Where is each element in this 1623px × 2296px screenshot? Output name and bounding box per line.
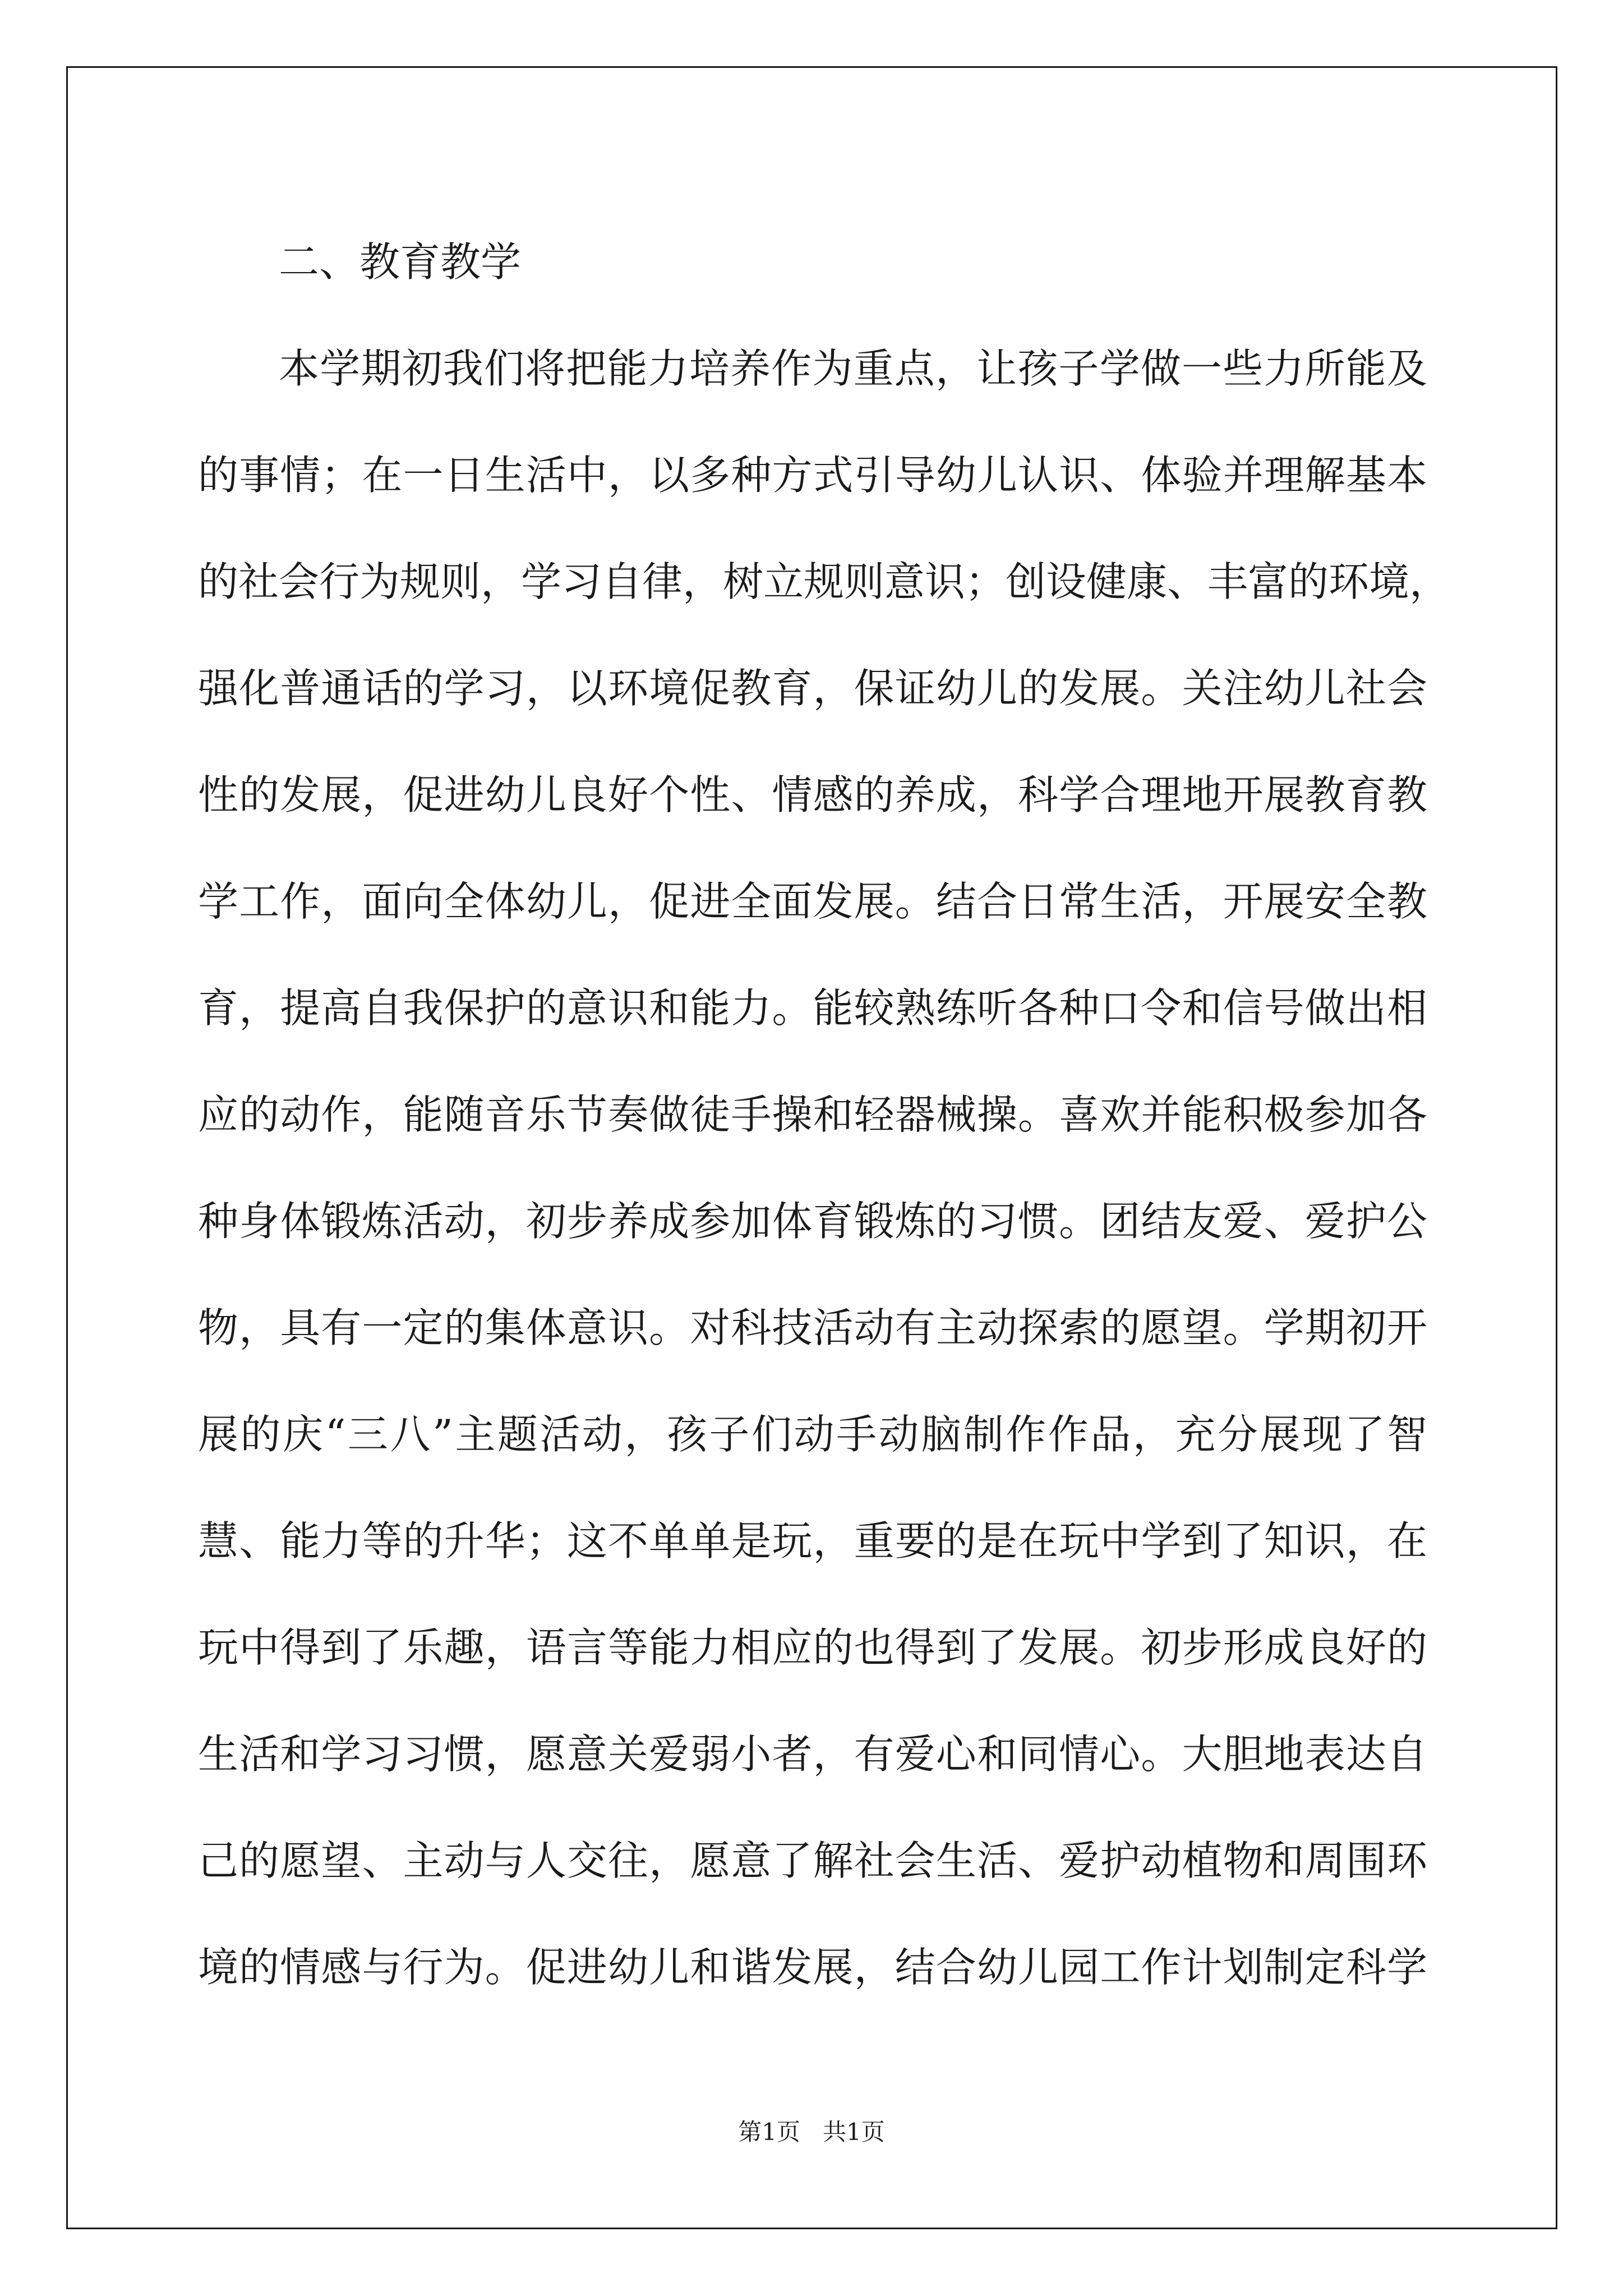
paragraph-line: 生活和学习习惯，愿意关爱弱小者，有爱心和同情心。大胆地表达自 <box>198 1731 1427 1778</box>
paragraph-line: 展的庆“三八”主题活动，孩子们动手动脑制作作品，充分展现了智 <box>198 1411 1427 1458</box>
paragraph-line: 育，提高自我保护的意识和能力。能较熟练听各种口令和信号做出相 <box>198 984 1427 1032</box>
paragraph-line: 性的发展，促进幼儿良好个性、情感的养成，科学合理地开展教育教 <box>198 771 1427 818</box>
paragraph-line: 慧、能力等的升华；这不单单是玩，重要的是在玩中学到了知识，在 <box>198 1517 1427 1565</box>
paragraph-line: 境的情感与行为。促进幼儿和谐发展，结合幼儿园工作计划制定科学 <box>198 1944 1427 1991</box>
section-heading: 二、教育教学 <box>279 238 522 286</box>
paragraph-line: 己的愿望、主动与人交往，愿意了解社会生活、爱护动植物和周围环 <box>198 1837 1427 1884</box>
paragraph-line: 种身体锻炼活动，初步养成参加体育锻炼的习惯。团结友爱、爱护公 <box>198 1198 1427 1245</box>
paragraph-line: 应的动作，能随音乐节奏做徒手操和轻器械操。喜欢并能积极参加各 <box>198 1091 1427 1138</box>
paragraph-line: 本学期初我们将把能力培养作为重点，让孩子学做一些力所能及 <box>279 345 1427 392</box>
page-number-footer: 第1页 共1页 <box>738 2118 885 2146</box>
paragraph-line: 玩中得到了乐趣，语言等能力相应的也得到了发展。初步形成良好的 <box>198 1624 1427 1671</box>
paragraph-line: 的社会行为规则，学习自律，树立规则意识；创设健康、丰富的环境， <box>198 558 1450 605</box>
paragraph-line: 的事情；在一日生活中，以多种方式引导幼儿认识、体验并理解基本 <box>198 452 1427 499</box>
paragraph-line: 强化普通话的学习，以环境促教育，保证幼儿的发展。关注幼儿社会 <box>198 665 1427 712</box>
paragraph-line: 学工作，面向全体幼儿，促进全面发展。结合日常生活，开展安全教 <box>198 878 1427 925</box>
document-body <box>198 209 1450 2021</box>
paragraph-line: 物，具有一定的集体意识。对科技活动有主动探索的愿望。学期初开 <box>198 1304 1427 1351</box>
